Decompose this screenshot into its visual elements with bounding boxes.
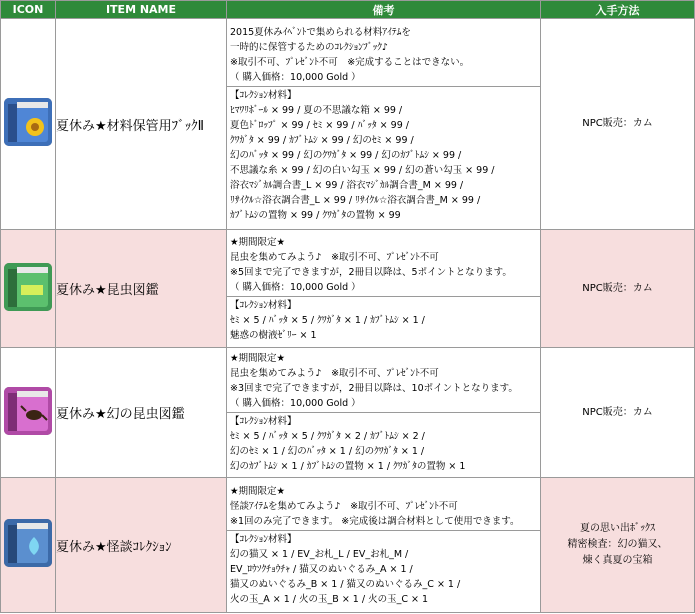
- table-row: [1, 230, 695, 348]
- notes-description: [227, 350, 540, 413]
- notes-cell: [227, 478, 541, 613]
- note-line: 夏色ﾄﾞﾛｯﾌﾟ × 99 / ｾﾐ × 99 / ﾊﾞｯﾀ × 99 /: [230, 120, 409, 131]
- note-line: 不思議な糸 × 99 / 幻の白い勾玉 × 99 / 幻の蒼い勾玉 × 99 /: [230, 165, 495, 176]
- note-line: 魅惑の樹液ｾﾞﾘｰ × 1: [230, 329, 317, 341]
- notes-materials: [227, 413, 540, 475]
- method-line: 精密検査：幻の猫又、: [567, 539, 668, 550]
- note-line: ｶﾌﾞﾄﾑｼの置物 × 99 / ｸﾜｶﾞﾀの置物 × 99: [230, 210, 401, 221]
- note-line: 火の玉_A × 1 / 火の玉_B × 1 / 火の玉_C × 1: [230, 593, 429, 605]
- note-line: 怪談ｱｲﾃﾑを集めてみよう♪ ※取引不可、ﾌﾟﾚｾﾞﾝﾄ不可: [230, 500, 458, 512]
- item-name: 夏休み★昆虫図鑑: [56, 230, 227, 348]
- green-book-icon: [4, 263, 52, 311]
- note-line: 幻のｶﾌﾞﾄﾑｼ × 1 / ｶﾌﾞﾄﾑｼの置物 × 1 / ｸﾜｶﾞﾀの置物 × 1: [230, 461, 466, 472]
- method-line: 煉く真夏の宝箱: [582, 555, 653, 566]
- note-line: 昆虫を集めてみよう♪ ※取引不可、ﾌﾟﾚｾﾞﾝﾄ不可: [230, 251, 439, 263]
- note-line: ※1回のみ完了できます。 ※完成後は調合材料として使用できます。: [230, 515, 520, 527]
- note-line: ﾘｻｲｸﾙ☆浴衣調合書_L × 99 / ﾘｻｲｸﾙ☆浴衣調合書_M × 99 /: [230, 195, 481, 206]
- notes-cell: [227, 348, 541, 478]
- method-line: NPC販売：カム: [582, 406, 653, 418]
- notes-materials: [227, 297, 540, 344]
- method-cell: [541, 230, 695, 348]
- note-line: ★期間限定★: [230, 353, 286, 364]
- note-line: （ 購入価格：10,000 Gold ）: [230, 72, 361, 83]
- icon-cell: [1, 19, 56, 230]
- note-line: ※取引不可、ﾌﾟﾚｾﾞﾝﾄ不可 ※完成することはできない。: [230, 57, 470, 68]
- header-icon: ICON: [1, 1, 56, 19]
- note-line: ※5回まで完了できますが，2冊目以降は、5ポイントとなります。: [230, 266, 512, 278]
- pink-book-beetle-icon: [4, 387, 52, 435]
- note-line: ｾﾐ × 5 / ﾊﾞｯﾀ × 5 / ｸﾜｶﾞﾀ × 1 / ｶﾌﾞﾄﾑｼ × 1 /: [230, 314, 425, 326]
- note-line: 浴衣ﾏｼﾞｶﾙ調合書_L × 99 / 浴衣ﾏｼﾞｶﾙ調合書_M × 99 /: [230, 180, 464, 191]
- item-name: 夏休み★怪談ｺﾚｸｼｮﾝ: [56, 478, 227, 613]
- note-line: ★期間限定★: [230, 485, 286, 497]
- notes-cell: [227, 230, 541, 348]
- table-row: [1, 19, 695, 230]
- header-method: 入手方法: [541, 1, 695, 19]
- note-line: ★期間限定★: [230, 236, 286, 248]
- note-line: ※3回まで完了できますが，2冊目以降は、10ポイントとなります。: [230, 383, 518, 394]
- note-line: 2015夏休みｲﾍﾞﾝﾄで集められる材料ｱｲﾃﾑを: [230, 27, 411, 38]
- notes-description: [227, 483, 540, 531]
- icon-cell: [1, 478, 56, 613]
- note-line: 【ｺﾚｸｼｮﾝ材料】: [230, 299, 297, 311]
- method-cell: [541, 19, 695, 230]
- item-name: 夏休み★幻の昆虫図鑑: [56, 348, 227, 478]
- method-line: NPC販売：カム: [582, 118, 653, 129]
- note-line: ﾋﾏﾜﾘﾎﾞｰﾙ × 99 / 夏の不思議な箱 × 99 /: [230, 105, 403, 116]
- note-line: EV_ﾛｳｿｸﾁｮｳﾁｬ / 猫又のぬいぐるみ_A × 1 /: [230, 563, 413, 575]
- note-line: ｾﾐ × 5 / ﾊﾞｯﾀ × 5 / ｸﾜｶﾞﾀ × 2 / ｶﾌﾞﾄﾑｼ × 2 /: [230, 431, 425, 442]
- note-line: 猫又のぬいぐるみ_B × 1 / 猫又のぬいぐるみ_C × 1 /: [230, 578, 461, 590]
- notes-cell: [227, 19, 541, 230]
- method-line: NPC販売：カム: [582, 282, 653, 294]
- note-line: （ 購入価格：10,000 Gold ）: [230, 398, 361, 409]
- note-line: ｸﾜｶﾞﾀ × 99 / ｶﾌﾞﾄﾑｼ × 99 / 幻のｾﾐ × 99 /: [230, 135, 414, 146]
- notes-description: [227, 234, 540, 297]
- notes-materials: [227, 531, 540, 608]
- note-line: 【ｺﾚｸｼｮﾝ材料】: [230, 533, 297, 545]
- note-line: 幻の猫又 × 1 / EV_お札_L / EV_お札_M /: [230, 548, 409, 560]
- note-line: 【ｺﾚｸｼｮﾝ材料】: [230, 90, 297, 101]
- item-name: 夏休み★材料保管用ﾌﾞｯｸⅡ: [56, 19, 227, 230]
- notes-materials: [227, 87, 540, 224]
- icon-cell: [1, 230, 56, 348]
- table-row: [1, 478, 695, 613]
- header-row: [1, 1, 695, 19]
- note-line: 幻のﾊﾞｯﾀ × 99 / 幻のｸﾜｶﾞﾀ × 99 / 幻のｶﾌﾞﾄﾑｼ × 99 /: [230, 150, 462, 161]
- note-line: 幻のｾﾐ × 1 / 幻のﾊﾞｯﾀ × 1 / 幻のｸﾜｶﾞﾀ × 1 /: [230, 446, 425, 457]
- method-cell: [541, 348, 695, 478]
- note-line: （ 購入価格：10,000 Gold ）: [230, 281, 361, 293]
- notes-description: [227, 24, 540, 87]
- method-line: 夏の思い出ﾎﾞｯｸｽ: [580, 523, 655, 534]
- icon-cell: [1, 348, 56, 478]
- method-cell: [541, 478, 695, 613]
- header-notes: 備考: [227, 1, 541, 19]
- blue-book-flame-icon: [4, 519, 52, 567]
- note-line: 昆虫を集めてみよう♪ ※取引不可、ﾌﾟﾚｾﾞﾝﾄ不可: [230, 368, 439, 379]
- blue-book-sunflower-icon: [4, 98, 52, 146]
- header-item-name: ITEM NAME: [56, 1, 227, 19]
- table-row: [1, 348, 695, 478]
- note-line: 一時的に保管するためのｺﾚｸｼｮﾝﾌﾞｯｸ♪: [230, 42, 389, 53]
- note-line: 【ｺﾚｸｼｮﾝ材料】: [230, 416, 297, 427]
